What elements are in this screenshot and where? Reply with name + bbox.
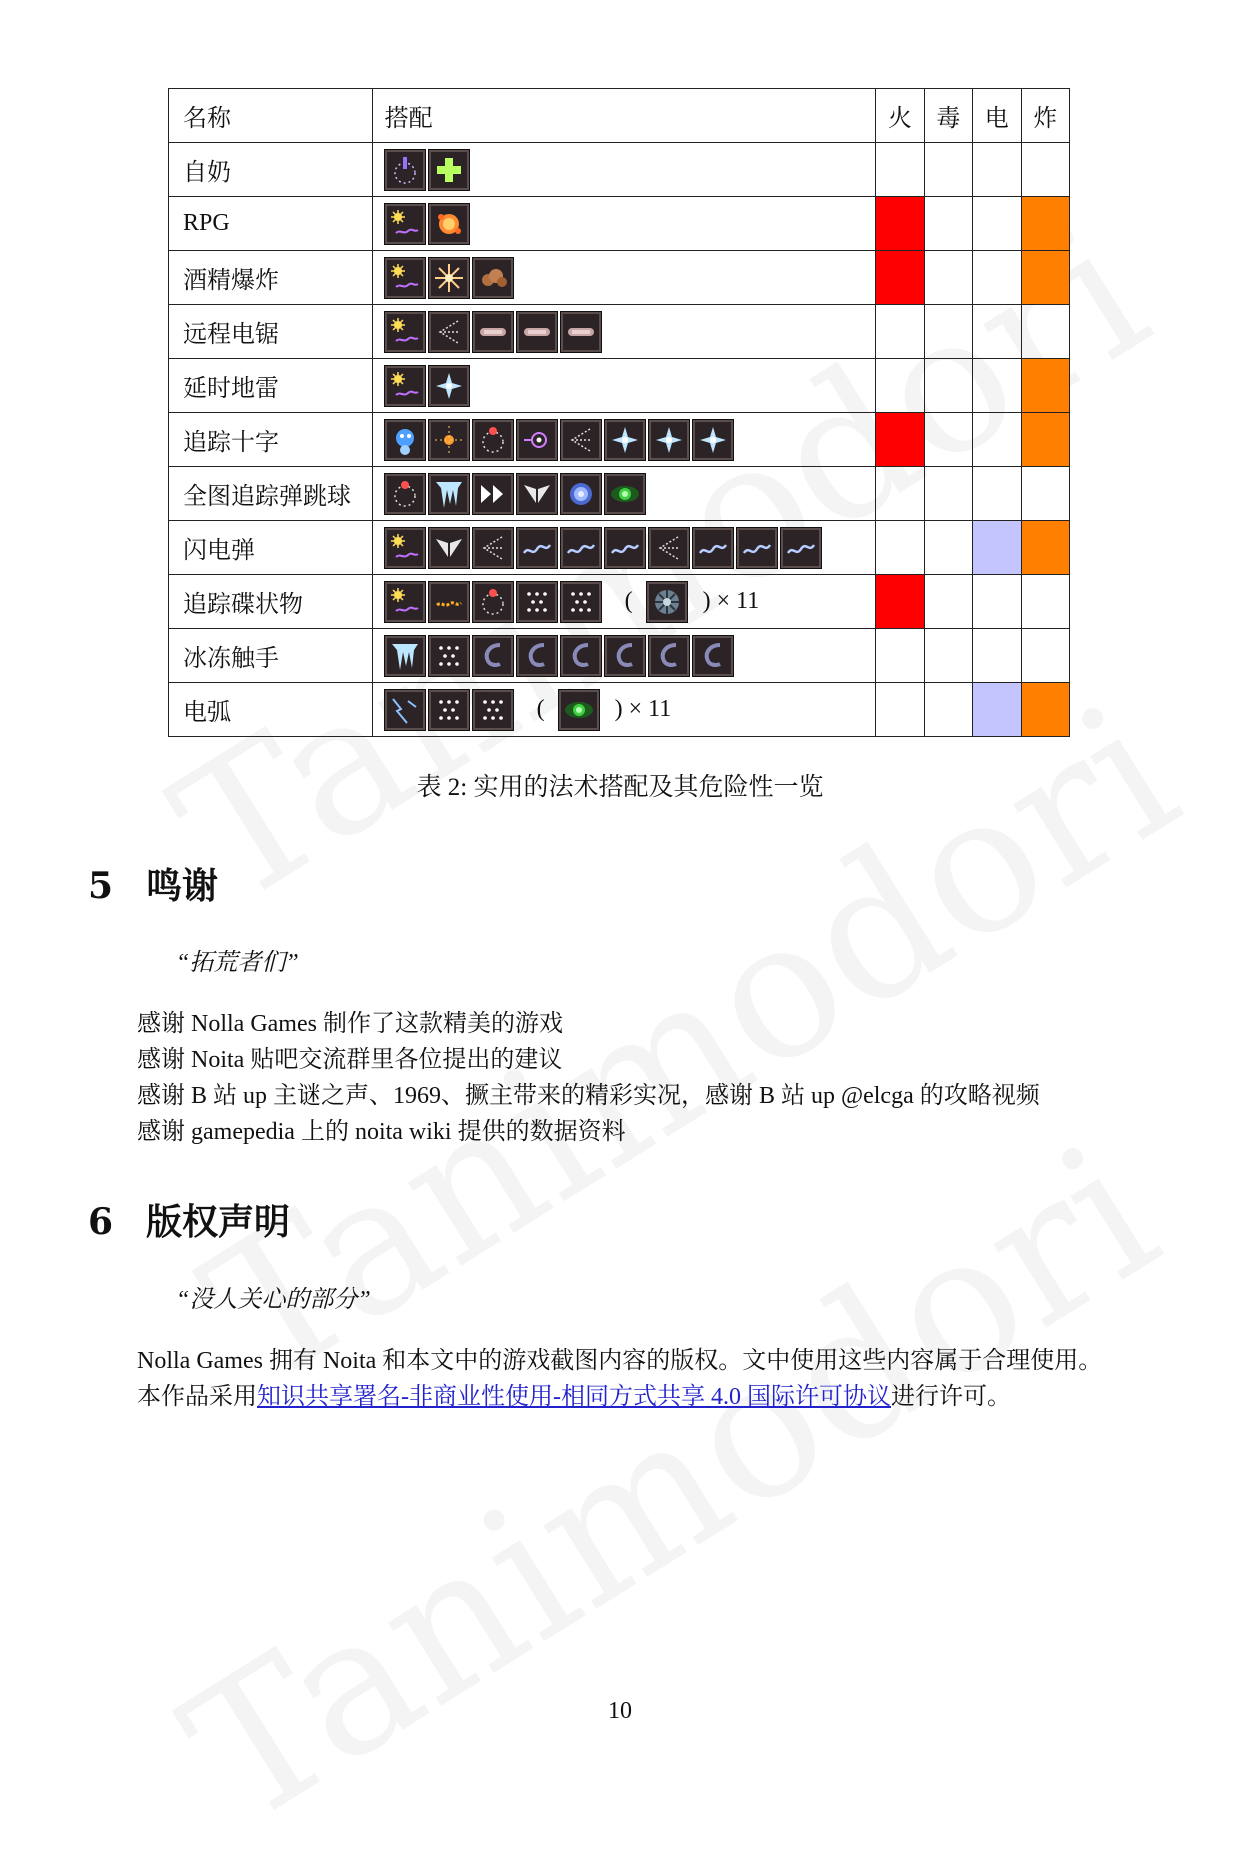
combo-spells: [372, 629, 876, 683]
tentacle-icon: [605, 636, 645, 676]
hazard-fire-cell: [876, 467, 924, 521]
arc-icon: [385, 690, 425, 730]
repeat-multiplier: ) × 11: [614, 696, 672, 722]
hazard-explosion-cell: [1021, 629, 1069, 683]
table-row: [169, 413, 1070, 467]
spark-bolt-icon: [385, 258, 425, 298]
wings-icon: [429, 528, 469, 568]
ghost-icon: [385, 420, 425, 460]
acknowledgement-line: 感谢 Nolla Games 制作了这款精美的游戏: [137, 1011, 563, 1037]
wave-icon: [517, 528, 557, 568]
open-paren: (: [536, 696, 545, 722]
fire-trail-icon: [429, 420, 469, 460]
hazard-poison-cell: [924, 197, 972, 251]
header-fire: 火: [876, 89, 924, 143]
table-row: [169, 305, 1070, 359]
sparkle-icon: [605, 420, 645, 460]
spell-icon-list: [385, 634, 876, 678]
hazard-electric-cell: [973, 629, 1021, 683]
hazard-fire-cell: [876, 143, 924, 197]
hazard-explosion-cell: [1021, 359, 1069, 413]
chainsaw-icon: [473, 312, 513, 352]
hazard-electric-cell: [973, 251, 1021, 305]
combo-spells: [372, 683, 876, 737]
hazard-explosion-cell: [1021, 197, 1069, 251]
hazard-poison-cell: [924, 629, 972, 683]
triple-spread-icon: [429, 312, 469, 352]
hazard-explosion-cell: [1021, 521, 1069, 575]
combo-spells: [372, 467, 876, 521]
combo-name: 延时地雷: [169, 359, 373, 413]
chainsaw-icon: [561, 312, 601, 352]
combo-name: 酒精爆炸: [169, 251, 373, 305]
section-title: 鸣谢: [146, 865, 219, 907]
section-number: 5: [88, 865, 114, 907]
section-number: 6: [88, 1201, 114, 1243]
orbit-icon: [517, 420, 557, 460]
combo-spells: [372, 359, 876, 413]
hazard-electric-cell: [973, 359, 1021, 413]
hazard-explosion-cell: [1021, 467, 1069, 521]
table-row: [169, 629, 1070, 683]
table-header-row: [169, 89, 1070, 143]
table-caption: 表 2: 实用的法术搭配及其危险性一览: [416, 774, 824, 801]
combo-name: 电弧: [169, 683, 373, 737]
hazard-electric-cell: [973, 305, 1021, 359]
section-title: 版权声明: [146, 1201, 291, 1243]
header-poison: 毒: [924, 89, 972, 143]
spell-icon-list: [385, 418, 876, 462]
dots-icon: [429, 690, 469, 730]
wave-icon: [781, 528, 821, 568]
license-line: [137, 1379, 1102, 1415]
header-name: 名称: [169, 89, 373, 143]
header-electric: 电: [973, 89, 1021, 143]
spark-bolt-icon: [385, 312, 425, 352]
hazard-electric-cell: [973, 143, 1021, 197]
sparkle-icon: [649, 420, 689, 460]
hazard-poison-cell: [924, 305, 972, 359]
hazard-explosion-cell: [1021, 413, 1069, 467]
homing-icon: [473, 582, 513, 622]
spark-bolt-icon: [385, 582, 425, 622]
hazard-explosion-cell: [1021, 575, 1069, 629]
hazard-poison-cell: [924, 251, 972, 305]
tentacle-icon: [473, 636, 513, 676]
license-link[interactable]: 知识共享署名-非商业性使用-相同方式共享 4.0 国际许可协议: [257, 1384, 891, 1410]
dots-icon: [473, 690, 513, 730]
combo-name: 追踪碟状物: [169, 575, 373, 629]
dots-icon: [561, 582, 601, 622]
wings-icon: [517, 474, 557, 514]
triple-spread-icon: [561, 420, 601, 460]
hazard-poison-cell: [924, 359, 972, 413]
combo-spells: [372, 305, 876, 359]
chainsaw-icon: [517, 312, 557, 352]
spell-icon-list: [385, 202, 876, 246]
spell-icon-list: [385, 256, 876, 300]
heal-cross-icon: [429, 150, 469, 190]
hazard-explosion-cell: [1021, 305, 1069, 359]
hazard-fire-cell: [876, 251, 924, 305]
spell-icon-list: [385, 688, 876, 732]
hazard-fire-cell: [876, 305, 924, 359]
explosion-icon: [429, 204, 469, 244]
combo-name: RPG: [169, 197, 373, 251]
hazard-electric-cell: [973, 197, 1021, 251]
repeat-multiplier: ) × 11: [702, 588, 760, 614]
hazard-poison-cell: [924, 683, 972, 737]
spark-bolt-icon: [385, 528, 425, 568]
disc-icon: [647, 582, 687, 622]
page-number: 10: [608, 1698, 632, 1724]
wave-icon: [605, 528, 645, 568]
acknowledgement-line: 感谢 Noita 贴吧交流群里各位提出的建议: [137, 1047, 563, 1073]
cloud-icon: [473, 258, 513, 298]
license-prefix: 本作品采用: [137, 1384, 257, 1410]
spell-icon-list: [385, 472, 876, 516]
table-row: [169, 197, 1070, 251]
hazard-fire-cell: [876, 197, 924, 251]
combo-spells: [372, 143, 876, 197]
combo-spells: [372, 413, 876, 467]
combo-name: 闪电弹: [169, 521, 373, 575]
hazard-explosion-cell: [1021, 683, 1069, 737]
dots-icon: [517, 582, 557, 622]
homing-icon: [473, 420, 513, 460]
sparkle-icon: [429, 366, 469, 406]
acknowledgements-body: [137, 1006, 1040, 1150]
hazard-electric-cell: [973, 575, 1021, 629]
acknowledgement-line: 感谢 gamepedia 上的 noita wiki 提供的数据资料: [137, 1119, 626, 1145]
section-6-heading: [88, 1194, 290, 1245]
table-row: [169, 251, 1070, 305]
hazard-fire-cell: [876, 413, 924, 467]
wave-icon: [561, 528, 601, 568]
green-orb-icon: [559, 690, 599, 730]
combo-spells: [372, 197, 876, 251]
hazard-poison-cell: [924, 143, 972, 197]
burst-icon: [429, 258, 469, 298]
table-row: [169, 143, 1070, 197]
combo-name: 自奶: [169, 143, 373, 197]
section-6-epigraph: “没人关心的部分”: [176, 1287, 371, 1313]
hazard-poison-cell: [924, 413, 972, 467]
spark-bolt-icon: [385, 204, 425, 244]
homing-icon: [385, 474, 425, 514]
worm-icon: [429, 582, 469, 622]
hazard-explosion-cell: [1021, 251, 1069, 305]
combo-name: 追踪十字: [169, 413, 373, 467]
dots-icon: [429, 636, 469, 676]
hazard-fire-cell: [876, 575, 924, 629]
blue-orb-icon: [561, 474, 601, 514]
hazard-explosion-cell: [1021, 143, 1069, 197]
table-row: [169, 683, 1070, 737]
speed-arrows-icon: [473, 474, 513, 514]
copyright-line: Nolla Games 拥有 Noita 和本文中的游戏截图内容的版权。文中使用这些内容属于合理使用。: [137, 1348, 1103, 1374]
hazard-poison-cell: [924, 467, 972, 521]
table-row: [169, 359, 1070, 413]
green-orb-icon: [605, 474, 645, 514]
spell-icon-list: [385, 148, 876, 192]
open-paren: (: [624, 588, 633, 614]
acknowledgement-line: 感谢 B 站 up 主谜之声、1969、撅主带来的精彩实况，感谢 B 站 up @elcga 的攻略视频: [137, 1083, 1040, 1109]
spell-combination-table: [168, 88, 1070, 737]
tentacle-icon: [693, 636, 733, 676]
spell-icon-list: [385, 580, 876, 624]
hazard-electric-cell: [973, 467, 1021, 521]
hazard-fire-cell: [876, 521, 924, 575]
wave-icon: [693, 528, 733, 568]
hazard-electric-cell: [973, 683, 1021, 737]
combo-name: 远程电锯: [169, 305, 373, 359]
triple-spread-icon: [649, 528, 689, 568]
table-row: [169, 467, 1070, 521]
combo-name: 冰冻触手: [169, 629, 373, 683]
spell-icon-list: [385, 526, 876, 570]
combo-name: 全图追踪弹跳球: [169, 467, 373, 521]
section-5-heading: [88, 858, 218, 909]
spell-icon-list: [385, 364, 876, 408]
copyright-body: [137, 1343, 1102, 1415]
spark-bolt-icon: [385, 366, 425, 406]
wave-icon: [737, 528, 777, 568]
spell-icon-list: [385, 310, 876, 354]
summon-icon: [385, 150, 425, 190]
hazard-poison-cell: [924, 575, 972, 629]
header-combo: 搭配: [372, 89, 876, 143]
triple-spread-icon: [473, 528, 513, 568]
license-suffix: 进行许可。: [890, 1384, 1011, 1410]
table-row: [169, 521, 1070, 575]
hazard-electric-cell: [973, 413, 1021, 467]
hazard-fire-cell: [876, 629, 924, 683]
combo-spells: [372, 251, 876, 305]
icicle-icon: [385, 636, 425, 676]
sparkle-icon: [693, 420, 733, 460]
hazard-fire-cell: [876, 359, 924, 413]
tentacle-icon: [561, 636, 601, 676]
tentacle-icon: [649, 636, 689, 676]
hazard-poison-cell: [924, 521, 972, 575]
combo-spells: [372, 575, 876, 629]
icicle-icon: [429, 474, 469, 514]
hazard-fire-cell: [876, 683, 924, 737]
section-5-epigraph: “拓荒者们”: [176, 950, 299, 976]
tentacle-icon: [517, 636, 557, 676]
combo-spells: [372, 521, 876, 575]
table-row: [169, 575, 1070, 629]
header-explosion: 炸: [1021, 89, 1069, 143]
hazard-electric-cell: [973, 521, 1021, 575]
